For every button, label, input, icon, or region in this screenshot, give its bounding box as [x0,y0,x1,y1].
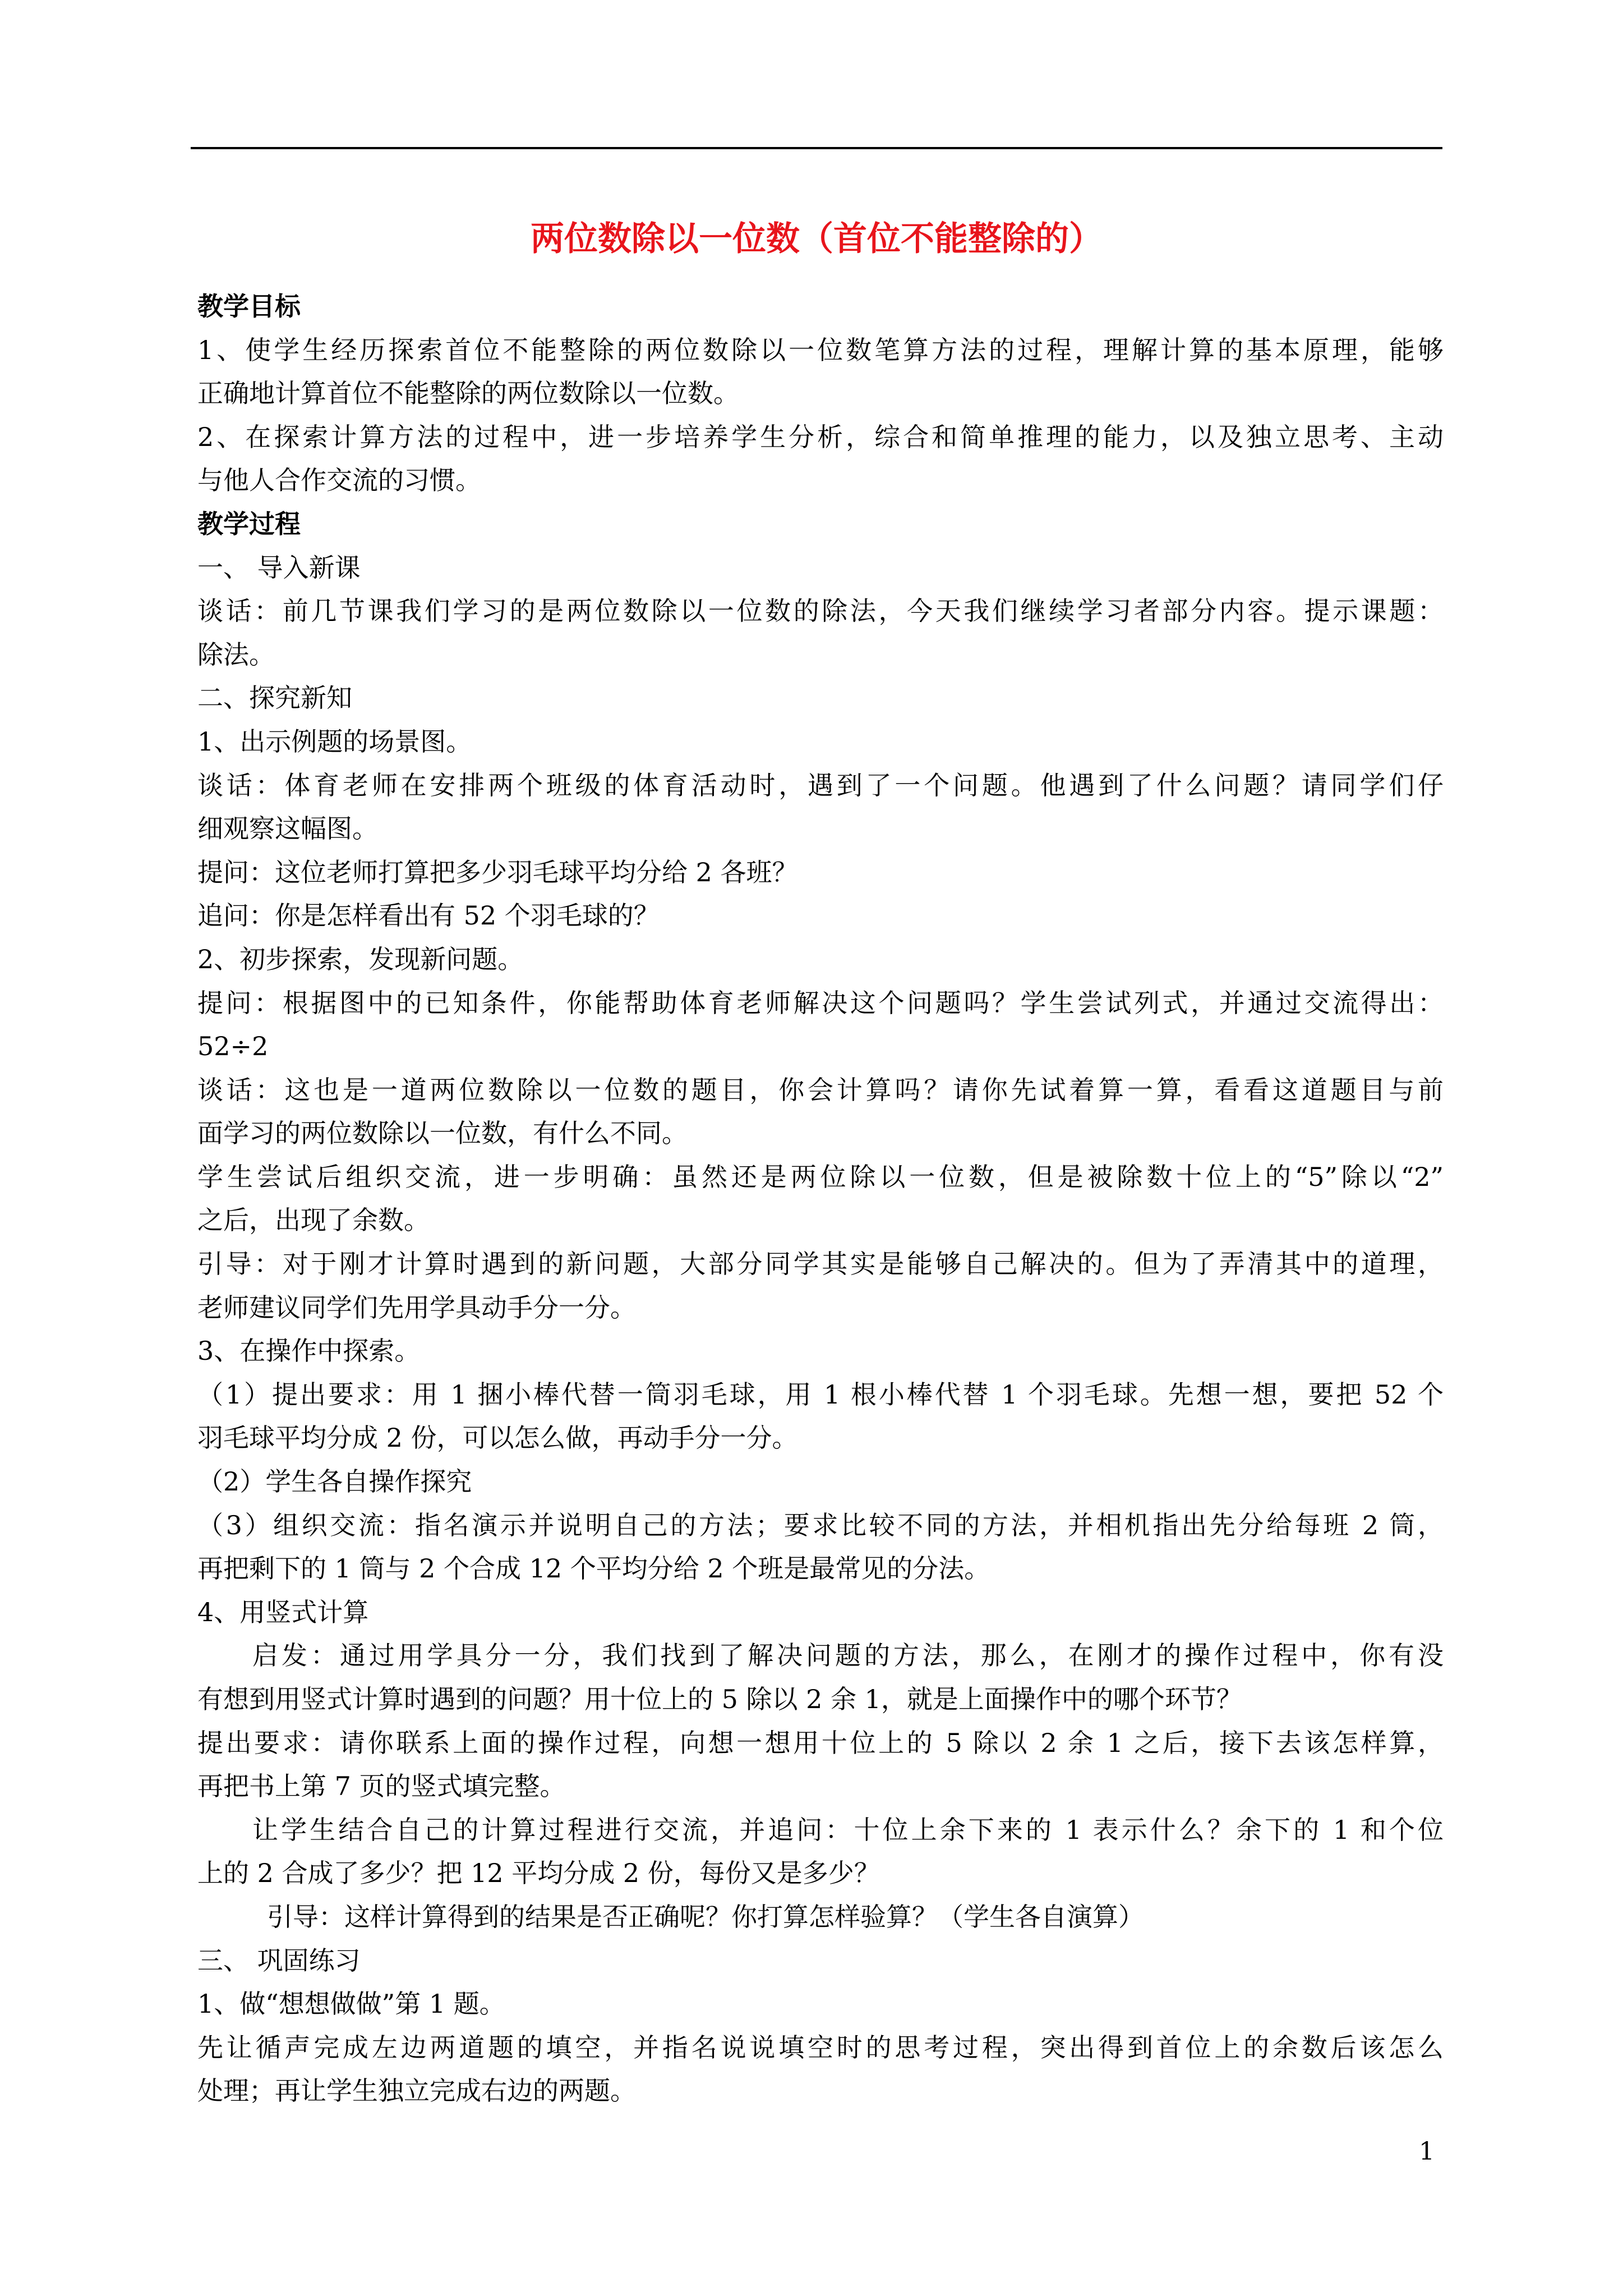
text-line: 4、用竖式计算 [197,1596,369,1627]
text-line: 3、在操作中探索。 [197,1336,421,1366]
text-line: 老师建议同学们先用学具动手分一分。 [197,1292,636,1323]
text-line: 与他人合作交流的习惯。 [197,465,481,496]
text-line: 1、使学生经历探索首位不能整除的两位数除以一位数笔算方法的过程，理解计算的基本原理，能够 [197,334,1444,365]
text-line: 1、做“想想做做”第 1 题。 [197,1989,505,2019]
text-line: 1、出示例题的场景图。 [197,726,472,757]
section-heading-process: 教学过程 [197,508,301,539]
header-rule [191,147,1442,149]
text-line: 提问：根据图中的已知条件，你能帮助体育老师解决这个问题吗？学生尝试列式，并通过交流得出： [197,987,1444,1018]
text-line: 追问：你是怎样看出有 52 个羽毛球的？ [197,900,660,931]
text-line: 处理；再让学生独立完成右边的两题。 [197,2076,636,2106]
text-line: 引导：这样计算得到的结果是否正确呢？你打算怎样验算？（学生各自演算） [267,1901,1144,1932]
text-line: 先让循声完成左边两道题的填空，并指名说说填空时的思考过程，突出得到首位上的余数后该怎么 [197,2032,1444,2063]
text-line: （1）提出要求：用 1 捆小棒代替一筒羽毛球，用 1 根小棒代替 1 个羽毛球。先想一想，要把 52 个 [197,1379,1444,1410]
text-line: 再把书上第 7 页的竖式填完整。 [197,1771,566,1802]
text-line: 让学生结合自己的计算过程进行交流，并追问：十位上余下来的 1 表示什么？余下的 1 和个位 [252,1814,1444,1845]
text-line: 启发：通过用学具分一分，我们找到了解决问题的方法，那么，在刚才的操作过程中，你有没 [252,1640,1444,1671]
text-line: 正确地计算首位不能整除的两位数除以一位数。 [197,378,739,409]
text-line: 三、 巩固练习 [197,1945,361,1976]
section-heading-objectives: 教学目标 [197,291,301,321]
text-line: （2）学生各自操作探究 [197,1466,472,1497]
document-title: 两位数除以一位数（首位不能整除的） [531,219,1103,259]
text-line: 谈话：体育老师在安排两个班级的体育活动时，遇到了一个问题。他遇到了什么问题？请同学们仔 [197,770,1444,800]
text-line: 一、 导入新课 [197,552,361,583]
text-line: 引导：对于刚才计算时遇到的新问题，大部分同学其实是能够自己解决的。但为了弄清其中的道理， [197,1249,1444,1280]
text-line: 学生尝试后组织交流，进一步明确：虽然还是两位除以一位数，但是被除数十位上的“5”除以“2” [197,1161,1444,1192]
text-line: 有想到用竖式计算时遇到的问题？用十位上的 5 除以 2 余 1，就是上面操作中的哪个环节？ [197,1684,1242,1714]
text-line: 上的 2 合成了多少？把 12 平均分成 2 份，每份又是多少？ [197,1858,880,1889]
text-line: 之后，出现了余数。 [197,1205,430,1236]
text-line: 52÷2 [197,1031,269,1062]
text-line: 除法。 [197,639,275,670]
text-line: 2、在探索计算方法的过程中，进一步培养学生分析，综合和简单推理的能力，以及独立思考、主动 [197,421,1444,452]
text-line: 提问：这位老师打算把多少羽毛球平均分给 2 各班？ [197,857,798,887]
text-line: 谈话：这也是一道两位数除以一位数的题目，你会计算吗？请你先试着算一算，看看这道题目与前 [197,1074,1444,1105]
text-line: 二、探究新知 [197,683,352,714]
text-line: 再把剩下的 1 筒与 2 个合成 12 个平均分给 2 个班是最常见的分法。 [197,1553,990,1584]
text-line: （3）组织交流：指名演示并说明自己的方法；要求比较不同的方法，并相机指出先分给每班 2 筒， [197,1510,1444,1540]
text-line: 面学习的两位数除以一位数，有什么不同。 [197,1118,688,1149]
text-line: 提出要求：请你联系上面的操作过程，向想一想用十位上的 5 除以 2 余 1 之后，接下去该怎样算， [197,1727,1444,1758]
text-line: 谈话：前几节课我们学习的是两位数除以一位数的除法，今天我们继续学习者部分内容。提示课题： [197,596,1444,627]
text-line: 细观察这幅图。 [197,813,378,844]
document-body [197,285,1444,2113]
text-line: 2、初步探索，发现新问题。 [197,944,524,974]
text-line: 羽毛球平均分成 2 份，可以怎么做，再动手分一分。 [197,1423,798,1453]
page-number: 1 [1419,2137,1435,2166]
